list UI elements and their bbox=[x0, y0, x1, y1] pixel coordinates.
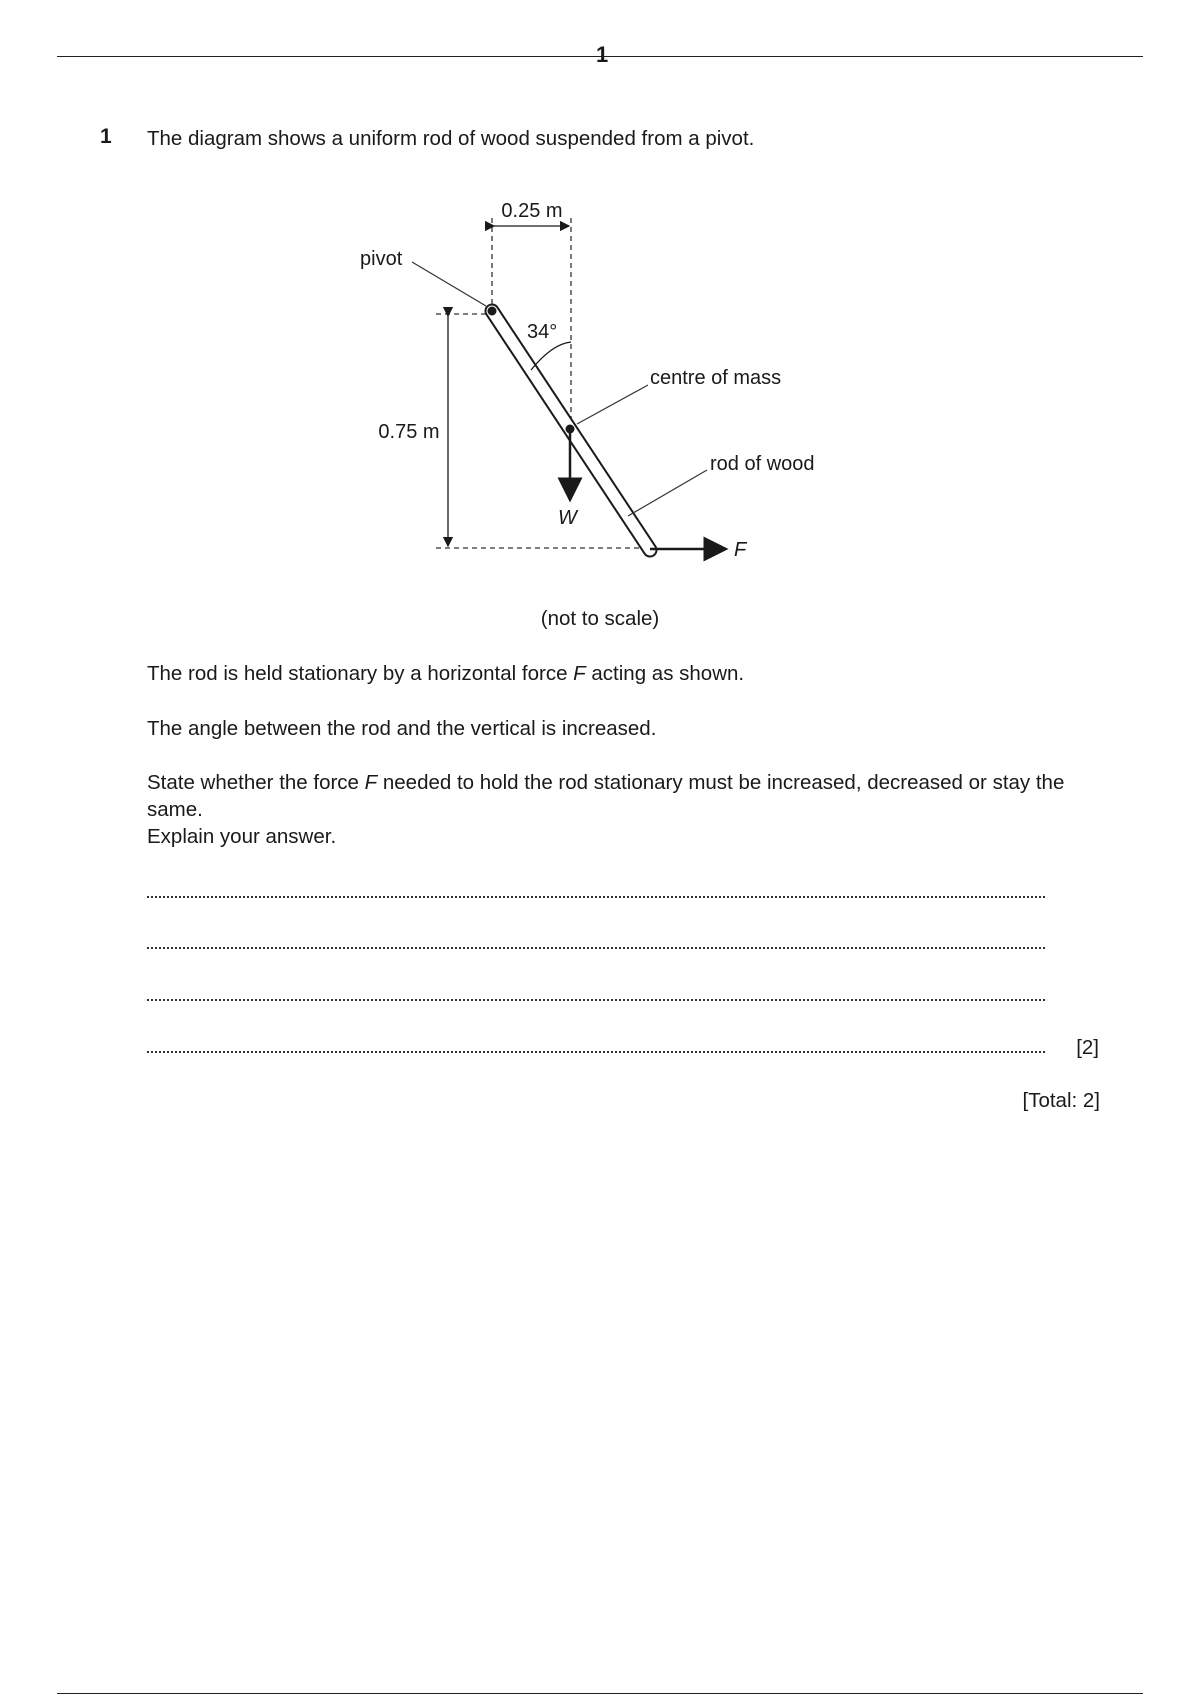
answer-line[interactable] bbox=[147, 947, 1045, 949]
paragraph-force bbox=[147, 660, 1107, 687]
paragraph-explain: Explain your answer. bbox=[147, 825, 337, 848]
width-label: 0.25 m bbox=[501, 200, 563, 222]
height-label: 0.75 m bbox=[378, 421, 440, 443]
weight-label: W bbox=[558, 507, 577, 529]
centre-of-mass-point bbox=[566, 425, 575, 434]
bottom-rule bbox=[57, 1693, 1143, 1694]
answer-line[interactable] bbox=[147, 1051, 1045, 1053]
answer-line[interactable] bbox=[147, 999, 1045, 1001]
p1-text-end: acting as shown. bbox=[585, 662, 745, 685]
p3-text-end: needed to hold the rod stationary must be increased, decreased or stay the same. bbox=[147, 771, 1065, 821]
answer-line[interactable] bbox=[147, 896, 1045, 898]
rod-diagram bbox=[0, 0, 1200, 620]
angle-label: 34° bbox=[527, 321, 558, 343]
rod-leader bbox=[628, 470, 707, 516]
p3-variable: F bbox=[364, 771, 378, 794]
p3-text-start: State whether the force bbox=[147, 771, 365, 794]
pivot-label: pivot bbox=[360, 248, 403, 270]
pivot-leader bbox=[412, 262, 486, 306]
marks-label: [2] bbox=[1076, 1036, 1099, 1059]
centre-of-mass-label: centre of mass bbox=[650, 367, 782, 389]
question-number: 1 bbox=[100, 125, 112, 148]
p1-variable: F bbox=[573, 662, 586, 685]
diagram-caption: (not to scale) bbox=[540, 607, 660, 630]
total-marks-label: [Total: 2] bbox=[1022, 1089, 1100, 1112]
pivot-point bbox=[488, 307, 497, 316]
page-number: 1 bbox=[596, 42, 609, 67]
paragraph-angle: The angle between the rod and the vertical is increased. bbox=[147, 717, 657, 740]
rod-label: rod of wood bbox=[710, 453, 815, 475]
force-label: F bbox=[734, 539, 747, 561]
centre-of-mass-leader bbox=[577, 385, 648, 424]
p1-text-start: The rod is held stationary by a horizontal force bbox=[147, 662, 574, 685]
question-intro: The diagram shows a uniform rod of wood suspended from a pivot. bbox=[147, 127, 755, 150]
paragraph-task bbox=[147, 769, 1107, 823]
